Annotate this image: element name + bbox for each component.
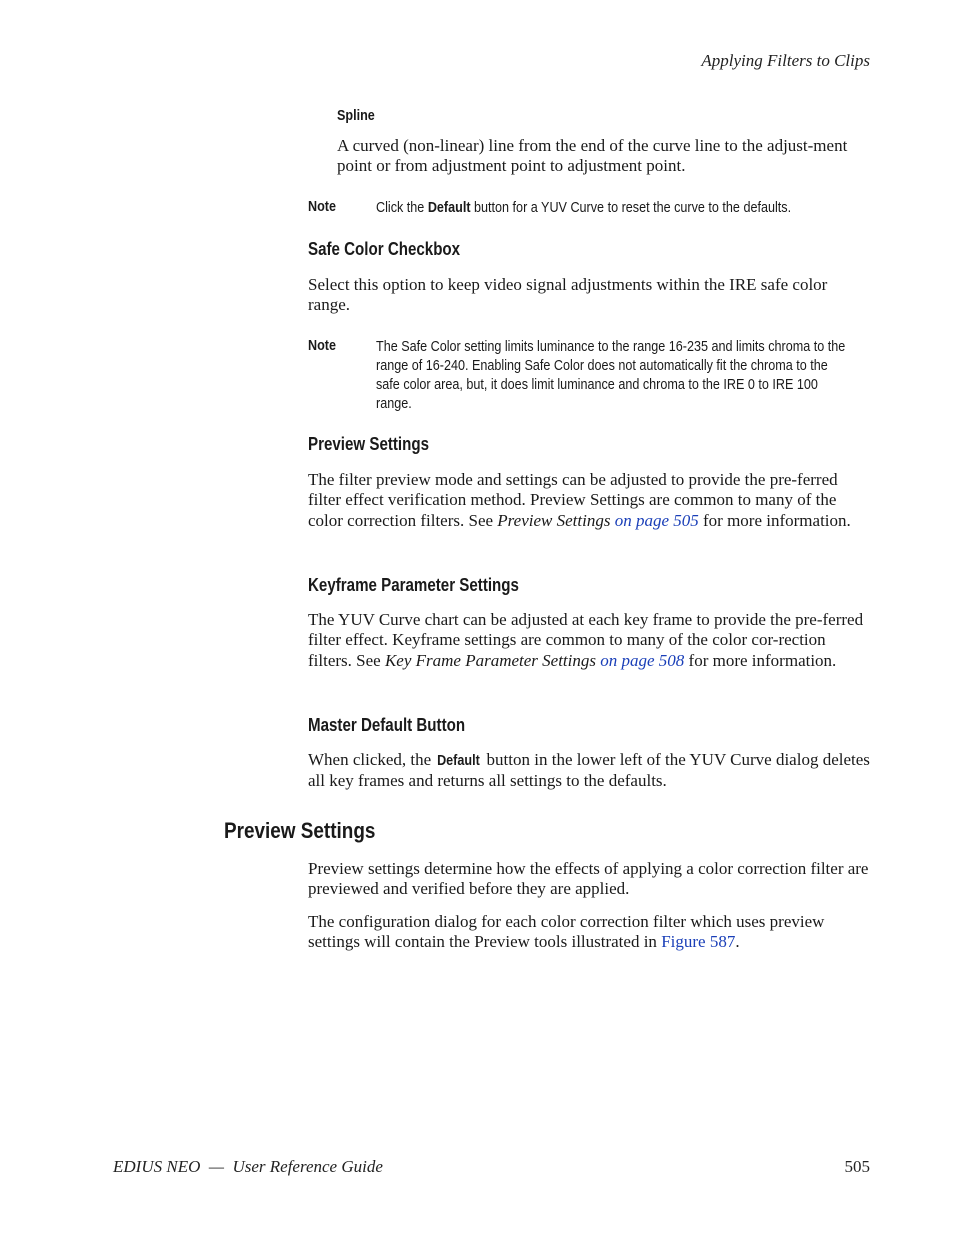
note-text <box>376 198 846 217</box>
para2-after: . <box>735 932 740 952</box>
keyframe-text-after: for more information. <box>684 650 837 670</box>
keyframe-text-before: The YUV Curve chart can be adjusted at each key frame to provide the pre-ferred filter effect. Keyframe settings are common to many of the color cor-rection filters. See <box>308 610 864 670</box>
preview-settings-subheading: Preview Settings <box>308 434 430 454</box>
master-text-after: button in the lower left of the YUV Curve dialog deletes all key frames and returns all settings to the defaults. <box>308 750 870 791</box>
master-text-before: When clicked, the <box>308 750 436 769</box>
preview-text-after: for more information. <box>698 510 851 530</box>
running-header: Applying Filters to Clips <box>701 51 870 70</box>
spline-text: A curved (non-linear) line from the end of the curve line to the adjust-ment point or from adjustment point to adjustment point. <box>337 136 848 176</box>
note-label: Note <box>308 198 337 215</box>
keyframe-page-link[interactable]: on page 508 <box>600 650 685 670</box>
note-label: Note <box>308 337 337 354</box>
preview-section-para1: Preview settings determine how the effects of applying a color correction filter are previewed and verified before they are applied. <box>308 859 869 899</box>
note-text-before: Click the <box>376 199 428 216</box>
master-default-heading: Master Default Button <box>308 715 466 735</box>
master-default-text <box>308 750 870 792</box>
preview-section-para2 <box>308 912 870 953</box>
preview-page-link[interactable]: on page 505 <box>614 510 699 530</box>
keyframe-heading: Keyframe Parameter Settings <box>308 575 519 595</box>
keyframe-ref: Key Frame Parameter Settings <box>384 650 596 670</box>
default-bold: Default <box>437 752 481 769</box>
page-number: 505 <box>844 1157 870 1176</box>
safe-color-heading: Safe Color Checkbox <box>308 239 461 259</box>
note-text-after: button for a YUV Curve to reset the curve to the defaults. <box>470 199 792 216</box>
spline-heading: Spline <box>337 107 375 124</box>
note-default-bold: Default <box>427 199 471 216</box>
safe-color-text: Select this option to keep video signal adjustments within the IRE safe color range. <box>308 275 828 315</box>
para2-before: The configuration dialog for each color correction filter which uses preview settings will contain the Preview tools illustrated in <box>308 912 825 952</box>
keyframe-text <box>308 610 870 671</box>
footer-title: EDIUS NEO — User Reference Guide <box>113 1157 383 1176</box>
preview-text-before: The filter preview mode and settings can be adjusted to provide the pre-ferred filter effect verification method. Preview Settings are common to many of the color correction filters. See <box>308 470 838 530</box>
preview-settings-text <box>308 470 870 531</box>
note-text: The Safe Color setting limits luminance to the range 16-235 and limits chroma to the range of 16-240. Enabling Safe Color does not automatically fit the chroma to the safe color area, but, it does limit luminance and chroma to the IRE 0 to IRE 100 range. <box>376 338 846 412</box>
preview-ref: Preview Settings <box>497 510 611 530</box>
preview-settings-section-heading: Preview Settings <box>224 818 376 843</box>
figure-link[interactable]: Figure 587 <box>661 932 736 952</box>
